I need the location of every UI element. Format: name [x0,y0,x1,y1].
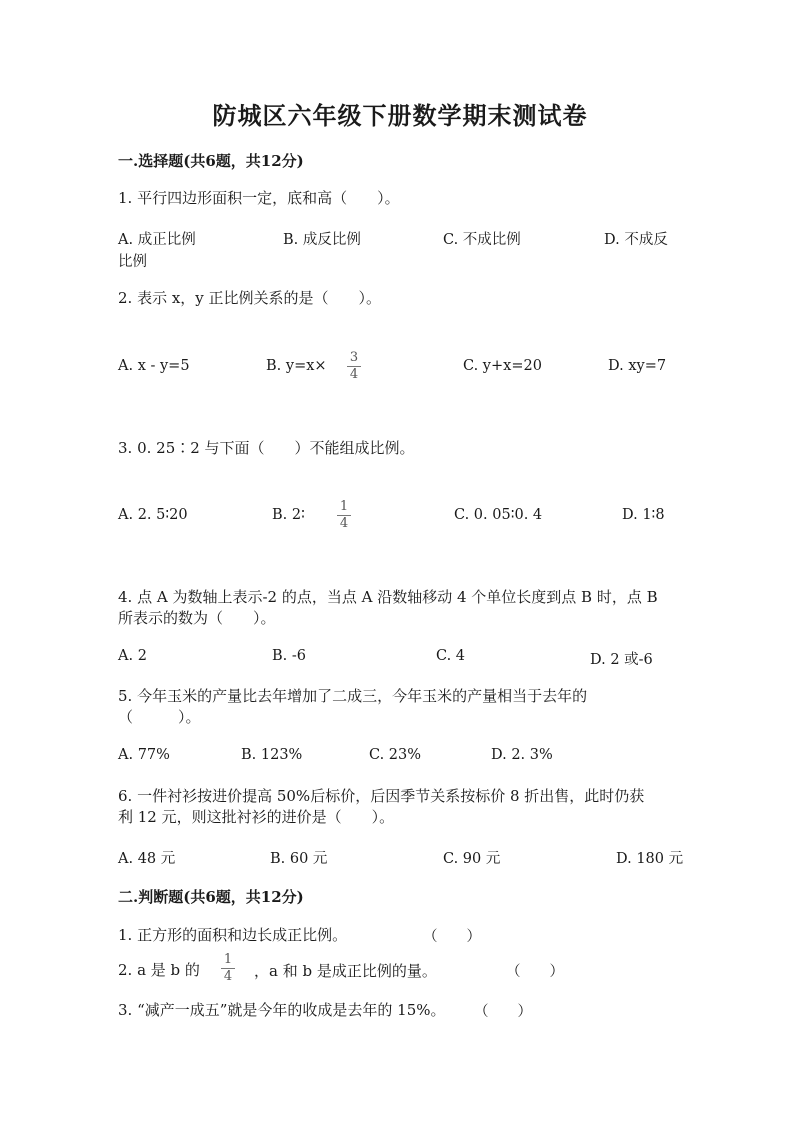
fraction-denominator: 4 [223,969,233,984]
judgement-2-answer-blank: （ ） [506,964,564,980]
q6-option-c: C. 90 元 [443,851,501,867]
page-title: 防城区六年级下册数学期末测试卷 [212,101,588,130]
q2-option-d: D. xy=7 [608,358,667,374]
q1-option-c: C. 不成比例 [443,232,521,248]
q5-option-c: C. 23% [369,747,422,763]
q6-option-d: D. 180 元 [616,851,684,867]
q1-option-d: D. 不成反 [604,232,668,248]
q3-option-c: C. 0. 05∶0. 4 [454,507,543,523]
q1-option-d-continued: 比例 [118,254,147,270]
judgement-3: 3. “减产一成五”就是今年的收成是去年的 15%。 [118,1001,446,1019]
judgement-1-answer-blank: （ ） [423,929,481,945]
question-1: 1. 平行四边形面积一定，底和高（ ）。 [118,189,400,207]
q5-option-b: B. 123% [241,747,303,763]
q2-option-b: B. y=x× [266,358,327,374]
fraction-denominator: 4 [339,516,349,531]
fraction-numerator: 1 [223,952,233,967]
q2-fraction [347,351,361,382]
section-heading-choice: 一.选择题(共6题，共12分) [118,152,304,170]
q1-option-b: B. 成反比例 [283,232,361,248]
question-6-line-1: 6. 一件衬衫按进价提高 50%后标价，后因季节关系按标价 8 折出售，此时仍获 [118,787,645,805]
question-2: 2. 表示 x，y 正比例关系的是（ ）。 [118,289,382,307]
q6-option-a: A. 48 元 [118,851,176,867]
judgement-3-answer-blank: （ ） [474,1004,532,1020]
q1-option-a: A. 成正比例 [118,232,196,248]
fraction-numerator: 3 [349,350,359,365]
q4-option-a: A. 2 [118,648,147,664]
judgement-1: 1. 正方形的面积和边长成正比例。 [118,926,348,944]
question-5-line-1: 5. 今年玉米的产量比去年增加了二成三，今年玉米的产量相当于去年的 [118,687,588,705]
question-5-line-2: （ ）。 [118,708,201,726]
q3-fraction [337,500,351,531]
q5-option-d: D. 2. 3% [491,747,553,763]
fraction-numerator: 1 [339,499,349,514]
q4-option-c: C. 4 [436,648,466,664]
q2-option-c: C. y+x=20 [463,358,542,374]
judgement-2-part-b: ，a 和 b 是成正比例的量。 [254,962,437,980]
judgement-2-part-a: 2. a 是 b 的 [118,961,200,979]
section-heading-judgement: 二.判断题(共6题，共12分) [118,888,304,906]
q3-option-a: A. 2. 5∶20 [118,507,188,523]
question-6-line-2: 利 12 元，则这批衬衫的进价是（ ）。 [118,808,395,826]
q6-option-b: B. 60 元 [270,851,328,867]
q4-option-b: B. -6 [272,648,306,664]
q4-option-d: D. 2 或-6 [590,652,653,668]
q3-option-d: D. 1∶8 [622,507,665,523]
question-3: 3. 0. 25∶2 与下面（ ）不能组成比例。 [118,439,415,457]
q3-option-b: B. 2∶ [272,507,305,523]
fraction-denominator: 4 [349,367,359,382]
q5-option-a: A. 77% [118,747,170,763]
question-4-line-1: 4. 点 A 为数轴上表示-2 的点，当点 A 沿数轴移动 4 个单位长度到点 B 时，点 B [118,588,658,606]
judgement-2-fraction [221,953,235,984]
q2-option-a: A. x - y=5 [118,358,190,374]
question-4-line-2: 所表示的数为（ ）。 [118,609,276,627]
